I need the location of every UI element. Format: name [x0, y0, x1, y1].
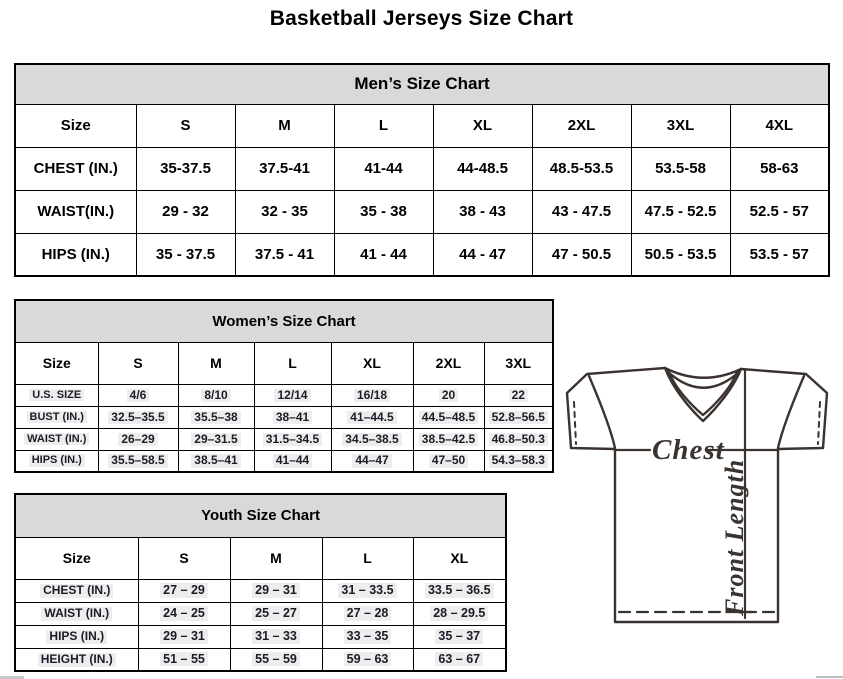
measurement-value: 35.5–58.5: [98, 450, 178, 472]
size-header-label: Size: [15, 537, 138, 579]
jersey-measurement-diagram: [556, 360, 840, 626]
table-row: [15, 602, 506, 625]
measurement-value: 52.8–56.5: [484, 406, 553, 428]
measurement-label: HEIGHT (IN.): [15, 648, 138, 671]
measurement-value: 38.5–41: [178, 450, 254, 472]
measurement-value: 38–41: [254, 406, 331, 428]
jersey-shoulder-left: [567, 368, 665, 449]
measurement-value: 20: [413, 384, 484, 406]
table-title-row: [15, 64, 829, 104]
size-header-label: Size: [15, 104, 136, 147]
measurement-value: 47.5 - 52.5: [631, 190, 730, 233]
measurement-value: 34.5–38.5: [331, 428, 413, 450]
size-column-header: 2XL: [532, 104, 631, 147]
measurement-value: 33 – 35: [322, 625, 413, 648]
measurement-label: CHEST (IN.): [15, 579, 138, 602]
jersey-armhole-right: [778, 376, 804, 448]
size-column-header: M: [178, 342, 254, 384]
measurement-value: 43 - 47.5: [532, 190, 631, 233]
size-column-header: L: [334, 104, 433, 147]
size-column-header: M: [230, 537, 322, 579]
womens-size-table: [14, 299, 554, 473]
measurement-value: 41–44: [254, 450, 331, 472]
measurement-value: 25 – 27: [230, 602, 322, 625]
measurement-value: 52.5 - 57: [730, 190, 829, 233]
jersey-front-length-label: Front Length: [720, 458, 749, 616]
measurement-label: WAIST (IN.): [15, 428, 98, 450]
measurement-value: 54.3–58.3: [484, 450, 553, 472]
youth-size-table: [14, 493, 507, 672]
measurement-value: 22: [484, 384, 553, 406]
table-row: [15, 625, 506, 648]
jersey-armhole-left: [589, 376, 615, 448]
measurement-value: 50.5 - 53.5: [631, 233, 730, 276]
table-row: [15, 579, 506, 602]
jersey-vneck-outer: [665, 368, 741, 421]
table-title-row: [15, 494, 506, 537]
measurement-label: HIPS (IN.): [15, 450, 98, 472]
measurement-value: 35 - 38: [334, 190, 433, 233]
size-column-header: 3XL: [631, 104, 730, 147]
measurement-value: 55 – 59: [230, 648, 322, 671]
measurement-value: 4/6: [98, 384, 178, 406]
table-title-row: [15, 300, 553, 342]
table-row: [15, 384, 553, 406]
size-column-header: L: [322, 537, 413, 579]
mens-size-table: [14, 63, 830, 277]
measurement-value: 29 - 32: [136, 190, 235, 233]
measurement-value: 53.5-58: [631, 147, 730, 190]
measurement-value: 12/14: [254, 384, 331, 406]
measurement-value: 44–47: [331, 450, 413, 472]
measurement-value: 32.5–35.5: [98, 406, 178, 428]
measurement-value: 8/10: [178, 384, 254, 406]
measurement-value: 48.5-53.5: [532, 147, 631, 190]
measurement-label: HIPS (IN.): [15, 233, 136, 276]
jersey-shoulder-right: [741, 369, 827, 449]
table-title: Women’s Size Chart: [15, 300, 553, 342]
measurement-value: 44.5–48.5: [413, 406, 484, 428]
measurement-value: 29–31.5: [178, 428, 254, 450]
measurement-value: 31.5–34.5: [254, 428, 331, 450]
measurement-value: 28 – 29.5: [413, 602, 506, 625]
jersey-chest-label: Chest: [652, 434, 725, 466]
size-column-header: 4XL: [730, 104, 829, 147]
size-header-row: [15, 537, 506, 579]
measurement-value: 53.5 - 57: [730, 233, 829, 276]
measurement-value: 35.5–38: [178, 406, 254, 428]
measurement-value: 35-37.5: [136, 147, 235, 190]
size-column-header: L: [254, 342, 331, 384]
measurement-value: 35 - 37.5: [136, 233, 235, 276]
measurement-label: U.S. SIZE: [15, 384, 98, 406]
scrollbar-fragment-right[interactable]: [816, 676, 843, 678]
size-header-label: Size: [15, 342, 98, 384]
jersey-body-outline: [615, 449, 778, 622]
table-row: [15, 190, 829, 233]
size-column-header: S: [136, 104, 235, 147]
measurement-value: 51 – 55: [138, 648, 230, 671]
measurement-value: 41–44.5: [331, 406, 413, 428]
measurement-value: 38 - 43: [433, 190, 532, 233]
measurement-value: 27 – 28: [322, 602, 413, 625]
measurement-value: 32 - 35: [235, 190, 334, 233]
size-column-header: S: [98, 342, 178, 384]
measurement-value: 58-63: [730, 147, 829, 190]
table-row: [15, 428, 553, 450]
table-row: [15, 406, 553, 428]
measurement-value: 47 - 50.5: [532, 233, 631, 276]
measurement-value: 16/18: [331, 384, 413, 406]
measurement-value: 44 - 47: [433, 233, 532, 276]
measurement-value: 35 – 37: [413, 625, 506, 648]
size-column-header: M: [235, 104, 334, 147]
measurement-label: CHEST (IN.): [15, 147, 136, 190]
measurement-label: BUST (IN.): [15, 406, 98, 428]
measurement-value: 31 – 33: [230, 625, 322, 648]
measurement-label: WAIST (IN.): [15, 602, 138, 625]
measurement-value: 46.8–50.3: [484, 428, 553, 450]
size-column-header: XL: [331, 342, 413, 384]
measurement-value: 29 – 31: [138, 625, 230, 648]
measurement-value: 47–50: [413, 450, 484, 472]
table-row: [15, 233, 829, 276]
measurement-label: WAIST(IN.): [15, 190, 136, 233]
measurement-value: 41 - 44: [334, 233, 433, 276]
measurement-value: 29 – 31: [230, 579, 322, 602]
measurement-label: HIPS (IN.): [15, 625, 138, 648]
measurement-value: 27 – 29: [138, 579, 230, 602]
table-title: Youth Size Chart: [15, 494, 506, 537]
measurement-value: 24 – 25: [138, 602, 230, 625]
size-column-header: 2XL: [413, 342, 484, 384]
size-header-row: [15, 342, 553, 384]
measurement-value: 41-44: [334, 147, 433, 190]
jersey-cuff-stitch-right: [818, 402, 820, 444]
size-column-header: S: [138, 537, 230, 579]
measurement-value: 44-48.5: [433, 147, 532, 190]
table-row: [15, 450, 553, 472]
measurement-value: 33.5 – 36.5: [413, 579, 506, 602]
measurement-value: 37.5 - 41: [235, 233, 334, 276]
table-row: [15, 648, 506, 671]
measurement-value: 26–29: [98, 428, 178, 450]
size-column-header: XL: [433, 104, 532, 147]
table-title: Men’s Size Chart: [15, 64, 829, 104]
measurement-value: 59 – 63: [322, 648, 413, 671]
measurement-value: 31 – 33.5: [322, 579, 413, 602]
page-title: Basketball Jerseys Size Chart: [269, 7, 574, 30]
measurement-value: 38.5–42.5: [413, 428, 484, 450]
jersey-cuff-stitch-left: [574, 402, 576, 444]
size-column-header: XL: [413, 537, 506, 579]
size-column-header: 3XL: [484, 342, 553, 384]
measurement-value: 37.5-41: [235, 147, 334, 190]
jersey-collar-arc-outer: [665, 368, 741, 378]
size-header-row: [15, 104, 829, 147]
table-row: [15, 147, 829, 190]
measurement-value: 63 – 67: [413, 648, 506, 671]
